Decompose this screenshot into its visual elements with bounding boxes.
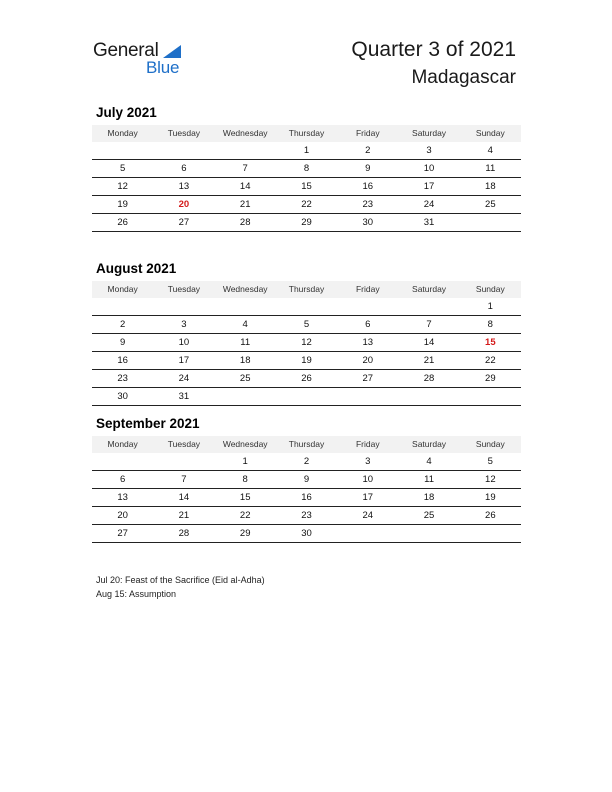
day-cell: 1 [242,456,248,467]
day-cell: 3 [181,319,187,330]
weekday-label: Monday [107,284,138,294]
day-cell: 18 [239,355,251,366]
day-cell: 6 [119,474,126,485]
day-cell: 12 [485,474,496,485]
day-cell: 4 [487,145,493,156]
empty-day-cell [337,388,398,405]
day-cell: 7 [242,163,248,174]
day-cell: 10 [362,474,374,485]
day-cell: 21 [239,199,251,210]
week-row [92,178,521,196]
day-cell: 19 [485,492,496,503]
weekday-label: Friday [355,284,380,294]
month-title: September 2021 [96,416,200,431]
page-title: Quarter 3 of 2021 [351,38,516,61]
day-cell: 27 [178,217,190,228]
day-cell: 26 [117,217,128,228]
weekday-label: Monday [107,128,138,138]
day-cell: 25 [423,510,435,521]
weekday-label: Wednesday [222,439,268,449]
holiday-day-cell: 15 [485,337,496,348]
day-cell: 2 [119,319,126,330]
day-cell: 28 [178,528,190,539]
logo-general-text: General [93,40,159,61]
day-cell: 10 [423,163,435,174]
empty-day-cell [92,142,153,159]
day-cell: 7 [426,319,432,330]
weekday-label: Sunday [475,439,505,449]
day-cell: 22 [301,199,312,210]
day-cell: 22 [485,355,496,366]
day-cell: 30 [301,528,312,539]
weekday-label: Sunday [475,128,505,138]
day-cell: 19 [117,199,128,210]
holiday-note: Jul 20: Feast of the Sacrifice (Eid al-Adha) [96,575,265,585]
day-cell: 21 [178,510,190,521]
day-cell: 21 [423,355,435,366]
weekday-label: Thursday [288,284,325,294]
day-cell: 1 [303,145,310,156]
day-cell: 2 [303,456,310,467]
day-cell: 29 [301,217,312,228]
weekday-header [92,281,521,298]
month-title: August 2021 [96,261,177,276]
empty-day-cell [92,453,153,470]
day-cell: 6 [365,319,371,330]
day-cell: 4 [426,456,432,467]
day-cell: 18 [485,181,496,192]
day-cell: 12 [301,337,312,348]
day-cell: 15 [239,492,251,503]
day-cell: 16 [301,492,312,503]
day-cell: 3 [426,145,432,156]
month-title: July 2021 [96,105,157,120]
empty-day-cell [460,214,521,231]
day-cell: 22 [239,510,251,521]
day-cell: 10 [178,337,190,348]
week-row [92,316,521,334]
weekday-label: Tuesday [167,128,201,138]
day-cell: 26 [301,373,312,384]
day-cell: 23 [301,510,312,521]
day-cell: 26 [485,510,496,521]
month-september [92,414,521,543]
day-cell: 1 [487,301,493,312]
empty-day-cell [153,298,214,315]
day-cell: 7 [181,474,187,485]
day-cell: 13 [178,181,190,192]
day-cell: 8 [487,319,493,330]
month-grid [92,298,521,406]
day-cell: 14 [423,337,435,348]
weekday-label: Saturday [412,128,447,138]
empty-day-cell [398,525,459,542]
empty-day-cell [276,298,337,315]
empty-day-cell [337,525,398,542]
logo-triangle-icon [163,45,181,58]
day-cell: 5 [119,163,126,174]
week-row [92,370,521,388]
empty-day-cell [215,298,276,315]
day-cell: 11 [485,163,496,174]
week-row [92,507,521,525]
day-cell: 8 [303,163,310,174]
day-cell: 11 [424,474,434,485]
day-cell: 31 [423,217,435,228]
day-cell: 14 [239,181,251,192]
month-grid [92,453,521,543]
empty-day-cell [398,298,459,315]
weekday-label: Friday [355,128,380,138]
day-cell: 16 [362,181,374,192]
week-row [92,453,521,471]
week-row [92,388,521,406]
weekday-label: Tuesday [167,439,201,449]
weekday-label: Wednesday [222,284,268,294]
empty-day-cell [153,142,214,159]
day-cell: 15 [301,181,312,192]
week-row [92,352,521,370]
holiday-note: Aug 15: Assumption [96,589,177,599]
day-cell: 24 [423,199,435,210]
day-cell: 25 [239,373,251,384]
week-row [92,160,521,178]
day-cell: 27 [362,373,374,384]
day-cell: 2 [365,145,371,156]
day-cell: 11 [240,337,251,348]
day-cell: 24 [178,373,190,384]
day-cell: 28 [423,373,435,384]
weekday-label: Thursday [288,439,325,449]
empty-day-cell [276,388,337,405]
week-row [92,525,521,543]
day-cell: 29 [485,373,496,384]
day-cell: 17 [178,355,190,366]
day-cell: 5 [487,456,493,467]
day-cell: 28 [239,217,251,228]
empty-day-cell [337,298,398,315]
weekday-label: Saturday [412,439,447,449]
weekday-label: Sunday [475,284,505,294]
day-cell: 17 [362,492,374,503]
day-cell: 12 [117,181,128,192]
day-cell: 9 [365,163,371,174]
day-cell: 27 [117,528,128,539]
day-cell: 25 [485,199,496,210]
week-row [92,489,521,507]
empty-day-cell [215,142,276,159]
day-cell: 9 [303,474,310,485]
day-cell: 23 [362,199,374,210]
empty-day-cell [92,298,153,315]
month-august [92,259,521,406]
day-cell: 20 [117,510,128,521]
weekday-label: Wednesday [222,128,268,138]
day-cell: 30 [362,217,374,228]
day-cell: 5 [303,319,310,330]
weekday-label: Saturday [412,284,447,294]
weekday-header [92,125,521,142]
day-cell: 20 [362,355,374,366]
holiday-day-cell: 20 [178,199,190,210]
day-cell: 18 [423,492,435,503]
logo-blue-text: Blue [146,58,180,77]
day-cell: 14 [178,492,190,503]
month-grid [92,142,521,232]
empty-day-cell [398,388,459,405]
logo [93,40,193,80]
empty-day-cell [460,388,521,405]
day-cell: 4 [242,319,248,330]
day-cell: 23 [117,373,128,384]
day-cell: 6 [181,163,187,174]
weekday-label: Monday [107,439,138,449]
week-row [92,471,521,489]
weekday-label: Friday [355,439,380,449]
holiday-notes [96,573,265,601]
empty-day-cell [153,453,214,470]
weekday-label: Tuesday [167,284,201,294]
week-row [92,334,521,352]
day-cell: 30 [117,391,128,402]
week-row [92,214,521,232]
day-cell: 31 [178,391,190,402]
weekday-label: Thursday [288,128,325,138]
day-cell: 9 [119,337,126,348]
country-name: Madagascar [411,67,516,88]
weekday-header [92,436,521,453]
day-cell: 13 [362,337,374,348]
empty-day-cell [215,388,276,405]
day-cell: 17 [423,181,435,192]
week-row [92,142,521,160]
week-row [92,196,521,214]
day-cell: 3 [365,456,371,467]
week-row [92,298,521,316]
day-cell: 29 [239,528,251,539]
day-cell: 16 [117,355,128,366]
day-cell: 24 [362,510,374,521]
day-cell: 8 [242,474,248,485]
month-july [92,103,521,232]
empty-day-cell [460,525,521,542]
day-cell: 19 [301,355,312,366]
day-cell: 13 [117,492,128,503]
